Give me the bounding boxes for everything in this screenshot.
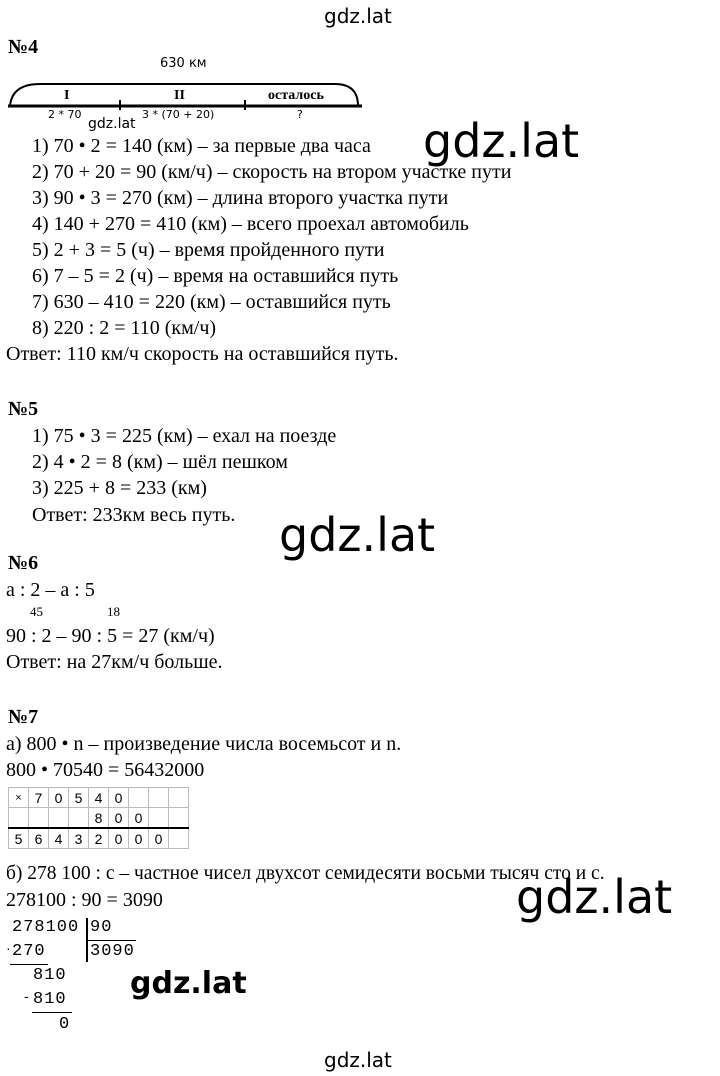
- mult-cell: 4: [89, 788, 109, 808]
- mult-cell: 0: [49, 788, 69, 808]
- diagram-seg1-label: I: [64, 88, 70, 103]
- task4-header: №4: [8, 36, 39, 58]
- division-sub1: 270: [12, 942, 46, 961]
- mult-cell: 0: [129, 828, 149, 849]
- task5-step-1: 1) 75 • 3 = 225 (км) – ехал на поезде: [32, 425, 337, 447]
- mult-cell: 0: [109, 828, 129, 849]
- task7-b-line: б) 278 100 : с – частное чисел двухсот семидесяти восьми тысяч сто и с.: [6, 863, 605, 884]
- task5-step-3: 3) 225 + 8 = 233 (км): [32, 477, 207, 499]
- watermark-big-1: gdz.lat: [423, 114, 580, 168]
- mult-cell: 8: [89, 808, 109, 829]
- task4-step-6: 6) 7 – 5 = 2 (ч) – время на оставшийся путь: [32, 265, 399, 287]
- task6-sup-45: 45: [30, 604, 43, 619]
- watermark-bottom: gdz.lat: [324, 1048, 392, 1072]
- task4-step-5: 5) 2 + 3 = 5 (ч) – время пройденного пути: [32, 239, 385, 261]
- mult-cell: [169, 808, 189, 829]
- mult-cell: [49, 808, 69, 829]
- mult-cell: [149, 808, 169, 829]
- mult-cell: 0: [109, 788, 129, 808]
- task6-sup-18: 18: [107, 604, 120, 619]
- mult-cell: 4: [49, 828, 69, 849]
- task7-header: №7: [8, 706, 39, 728]
- minus-sign-2: -: [24, 988, 29, 1004]
- mult-cell: 0: [149, 828, 169, 849]
- task4-step-2: 2) 70 + 20 = 90 (км/ч) – скорость на втором участке пути: [32, 161, 512, 183]
- task6-calc: 90 : 2 – 90 : 5 = 27 (км/ч): [6, 625, 215, 647]
- diagram-sub3-label: ?: [297, 108, 303, 121]
- task6-expression: a : 2 – a : 5: [6, 579, 95, 601]
- watermark-big-3: gdz.lat: [516, 870, 673, 924]
- task5-answer: Ответ: 233км весь путь.: [32, 504, 236, 526]
- task4-step-8: 8) 220 : 2 = 110 (км/ч): [32, 317, 217, 339]
- mult-cell: 7: [29, 788, 49, 808]
- mult-cell: [149, 788, 169, 808]
- division-quotient-line: [88, 940, 136, 941]
- division-line-2: [32, 1012, 72, 1013]
- mult-cell: ×: [9, 788, 29, 808]
- mult-cell: [69, 808, 89, 829]
- division-sub2: 810: [33, 990, 67, 1009]
- task4-step-4: 4) 140 + 270 = 410 (км) – всего проехал автомобиль: [32, 213, 469, 235]
- mult-row-1: [9, 788, 189, 808]
- division-rem2: 0: [59, 1015, 71, 1034]
- mult-cell: 6: [29, 828, 49, 849]
- mult-cell: [169, 788, 189, 808]
- task5-header: №5: [8, 398, 39, 420]
- watermark-top: gdz.lat: [324, 4, 392, 28]
- mult-cell: [129, 788, 149, 808]
- task6-header: №6: [8, 552, 39, 574]
- watermark-big-2: gdz.lat: [279, 508, 436, 562]
- task4-step-3: 3) 90 • 3 = 270 (км) – длина второго участка пути: [32, 187, 449, 209]
- task7-a-calc: 800 • 70540 = 56432000: [6, 759, 205, 781]
- mult-cell: 3: [69, 828, 89, 849]
- mult-cell: 0: [129, 808, 149, 829]
- diagram-seg3-label: осталось: [268, 88, 324, 103]
- watermark-mid: gdz.lat: [130, 966, 247, 1001]
- task4-step-7: 7) 630 – 410 = 220 (км) – оставшийся путь: [32, 291, 391, 313]
- diagram-seg2-label: II: [174, 88, 185, 103]
- mult-row-2: [9, 808, 189, 829]
- diagram-sub2-label: 3 * (70 + 20): [142, 108, 215, 121]
- minus-sign-1: ·: [6, 940, 11, 956]
- mult-cell: 0: [109, 808, 129, 829]
- task6-answer: Ответ: на 27км/ч больше.: [6, 651, 223, 673]
- task5-step-2: 2) 4 • 2 = 8 (км) – шёл пешком: [32, 451, 288, 473]
- mult-cell: 2: [89, 828, 109, 849]
- mult-cell: [29, 808, 49, 829]
- mult-row-3: [9, 828, 189, 849]
- multiplication-grid: [8, 787, 189, 849]
- division-divisor: 90: [90, 918, 113, 937]
- task7-a-line: а) 800 • n – произведение числа восемьсот и n.: [6, 733, 402, 755]
- division-quotient: 3090: [90, 942, 135, 961]
- mult-cell: 5: [9, 828, 29, 849]
- mult-cell: 5: [69, 788, 89, 808]
- division-rem1: 810: [33, 966, 67, 985]
- task7-b-calc: 278100 : 90 = 3090: [6, 889, 163, 911]
- mult-cell: [9, 808, 29, 829]
- division-dividend: 278100: [12, 918, 80, 937]
- task4-step-1: 1) 70 • 2 = 140 (км) – за первые два часа: [32, 135, 371, 157]
- task4-answer: Ответ: 110 км/ч скорость на оставшийся путь.: [6, 343, 399, 365]
- division-line-1: [10, 964, 48, 965]
- watermark-diagram: gdz.lat: [88, 116, 136, 132]
- diagram-total-label: 630 км: [160, 56, 207, 71]
- mult-cell: [169, 828, 189, 849]
- diagram-sub1-label: 2 * 70: [48, 108, 82, 121]
